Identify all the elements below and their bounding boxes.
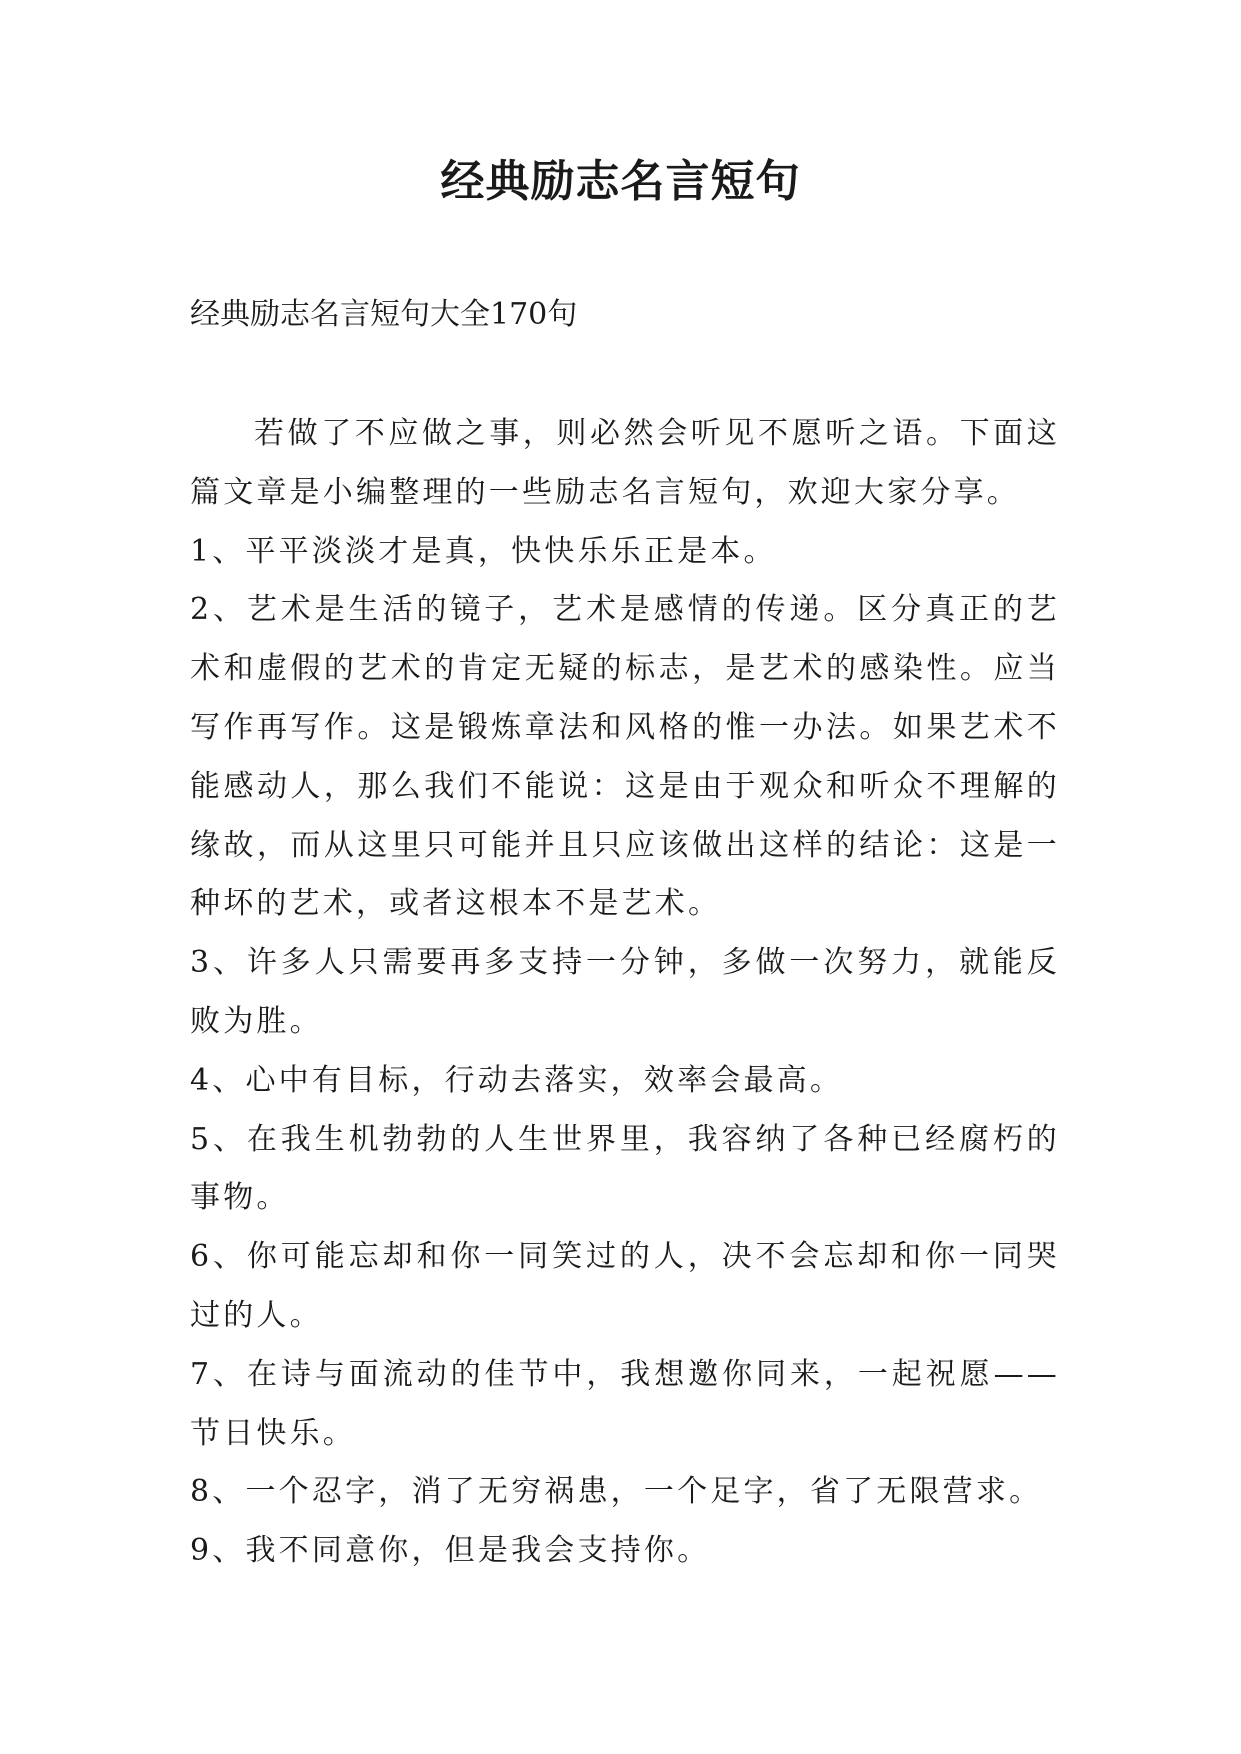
quote-item-2: 2、艺术是生活的镜子，艺术是感情的传递。区分真正的艺术和虚假的艺术的肯定无疑的标志，是艺术的感染性。应当写作再写作。这是锻炼章法和风格的惟一办法。如果艺术不能感动人，那么我们不能说：这是由于观众和听众不理解的缘故，而从这里只可能并且只应该做出这样的结论：这是一种坏的艺术，或者这根本不是艺术。: [190, 592, 1060, 922]
intro-paragraph: 若做了不应做之事，则必然会听见不愿听之语。下面这篇文章是小编整理的一些励志名言短句，欢迎大家分享。: [190, 416, 1060, 510]
document-subtitle: 经典励志名言短句大全170句: [190, 297, 578, 332]
quote-item-9: 9、我不同意你，但是我会支持你。: [190, 1533, 711, 1569]
quote-item-7: 7、在诗与面流动的佳节中，我想邀你同来，一起祝愿——节日快乐。: [190, 1356, 1060, 1451]
document-title: 经典励志名言短句: [440, 156, 801, 207]
quote-item-1: 1、平平淡淡才是真，快快乐乐正是本。: [190, 533, 777, 569]
quote-item-8: 8、一个忍字，消了无穷祸患，一个足字，省了无限营求。: [190, 1474, 1043, 1510]
quote-item-4: 4、心中有目标，行动去落实，效率会最高。: [190, 1062, 844, 1098]
quote-item-5: 5、在我生机勃勃的人生世界里，我容纳了各种已经腐朽的事物。: [190, 1121, 1060, 1216]
quote-item-6: 6、你可能忘却和你一同笑过的人，决不会忘却和你一同哭过的人。: [190, 1239, 1060, 1333]
document-body: [190, 405, 1060, 1581]
quote-item-3: 3、许多人只需要再多支持一分钟，多做一次努力，就能反败为胜。: [190, 945, 1060, 1039]
